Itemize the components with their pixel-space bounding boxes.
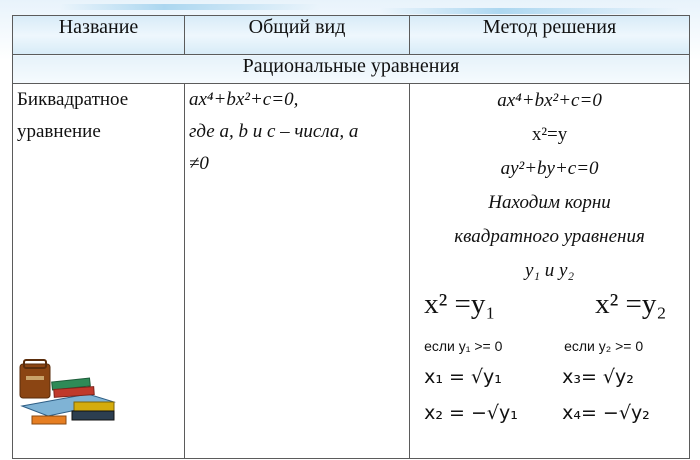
- books-clipart-icon: [18, 358, 118, 428]
- name-line: уравнение: [17, 121, 101, 142]
- header-name: Название: [13, 16, 185, 55]
- name-line: Биквадратное: [17, 89, 129, 110]
- method-roots: y₁ и y₂: [525, 260, 575, 281]
- general-condition: ≠0: [189, 153, 209, 174]
- decorative-streak: [380, 8, 680, 14]
- condition-left: если y₁ >= 0: [424, 338, 503, 354]
- method-cell: [410, 84, 690, 459]
- decorative-streak: [60, 4, 320, 10]
- method-equation: ax⁴+bx²+c=0: [497, 90, 602, 111]
- section-title: Рациональные уравнения: [13, 55, 690, 84]
- roots-row: [410, 362, 689, 398]
- root-x3: x₃= √y₂: [562, 366, 634, 388]
- method-text: Находим корни: [488, 192, 611, 213]
- root-x4: x₄= −√y₂: [562, 402, 650, 424]
- roots-row: [410, 398, 689, 434]
- root-x2: x₂ = −√y₁: [424, 402, 518, 424]
- condition-right: если y₂ >= 0: [564, 338, 644, 354]
- header-method: Метод решения: [410, 16, 690, 55]
- header-row: [13, 16, 690, 55]
- method-substitution: x²=y: [531, 124, 568, 145]
- left-substitution: x² =y₁: [424, 288, 496, 320]
- header-general: Общий вид: [185, 16, 410, 55]
- right-substitution: x² =y₂: [595, 288, 667, 320]
- section-row: [13, 55, 690, 84]
- general-condition: где a, b и c – числа, a: [189, 121, 359, 142]
- general-cell: [185, 84, 410, 459]
- condition-row: [410, 336, 689, 362]
- substitution-row: [410, 288, 689, 336]
- general-equation: ax⁴+bx²+c=0,: [189, 89, 299, 110]
- method-quadratic: ay²+by+c=0: [500, 158, 599, 179]
- method-text: квадратного уравнения: [454, 226, 645, 247]
- root-x1: x₁ = √y₁: [424, 366, 502, 388]
